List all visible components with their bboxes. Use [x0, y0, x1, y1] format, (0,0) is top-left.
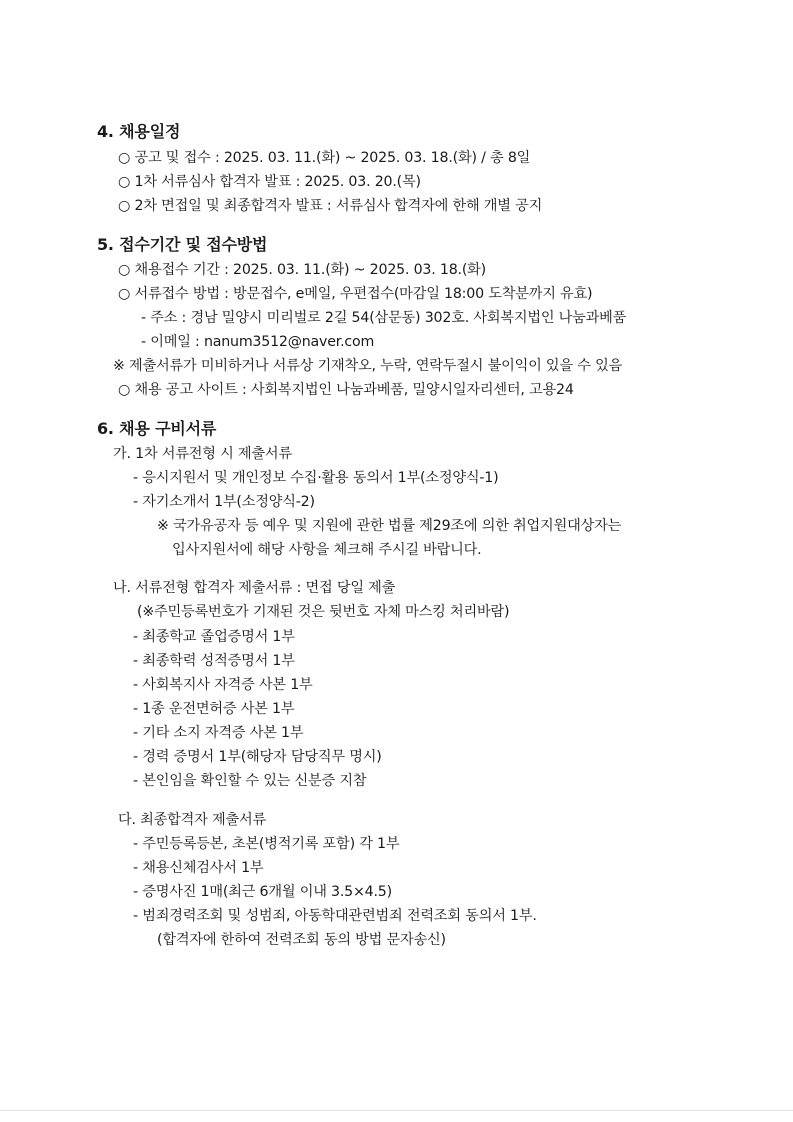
- part-b-title: 나. 서류전형 합격자 제출서류 : 면접 당일 제출: [113, 580, 396, 596]
- schedule-item-interview: ○ 2차 면접일 및 최종합격자 발표 : 서류심사 합격자에 한해 개별 공지: [118, 198, 543, 214]
- application-method: ○ 서류접수 방법 : 방문접수, e메일, 우편접수(마감일 18:00 도착분까지 유효): [118, 286, 593, 302]
- part-c-title: 다. 최종합격자 제출서류: [118, 812, 266, 828]
- application-period: ○ 채용접수 기간 : 2025. 03. 11.(화) ~ 2025. 03. 18.(화): [118, 262, 487, 278]
- part-c-item: - 증명사진 1매(최근 6개월 이내 3.5×4.5): [133, 884, 392, 900]
- part-b-item: - 사회복지사 자격증 사본 1부: [133, 677, 313, 693]
- part-b-item: - 기타 소지 자격증 사본 1부: [133, 725, 304, 741]
- application-email: - 이메일 : nanum3512@naver.com: [141, 334, 375, 350]
- part-a-title: 가. 1차 서류전형 시 제출서류: [113, 446, 292, 462]
- part-a-item: - 응시지원서 및 개인정보 수집·활용 동의서 1부(소정양식-1): [133, 470, 499, 486]
- schedule-item-announcement: ○ 공고 및 접수 : 2025. 03. 11.(화) ~ 2025. 03. 18.(화) / 총 8일: [118, 150, 531, 166]
- part-b-item: - 경력 증명서 1부(해당자 담당직무 명시): [133, 749, 382, 765]
- section-4-title: 4. 채용일정: [97, 122, 181, 141]
- job-posting-sites: ○ 채용 공고 사이트 : 사회복지법인 나눔과베품, 밀양시일자리센터, 고용24: [118, 382, 574, 398]
- schedule-item-first-result: ○ 1차 서류심사 합격자 발표 : 2025. 03. 20.(목): [118, 174, 421, 190]
- part-b-masking-note: (※주민등록번호가 기재된 것은 뒷번호 자체 마스킹 처리바람): [137, 604, 510, 620]
- part-c-item: - 채용신체검사서 1부: [133, 860, 264, 876]
- page-bottom-edge: [0, 1110, 793, 1111]
- document-warning-note: ※ 제출서류가 미비하거나 서류상 기재착오, 누락, 연락두절시 불이익이 있을 수 있음: [113, 358, 623, 374]
- part-b-item: - 본인임을 확인할 수 있는 신분증 지참: [133, 773, 367, 789]
- part-a-item: - 자기소개서 1부(소정양식-2): [133, 494, 315, 510]
- application-address: - 주소 : 경남 밀양시 미리벌로 2길 54(삼문동) 302호. 사회복지법인 나눔과베품: [141, 310, 627, 326]
- section-6-title: 6. 채용 구비서류: [97, 419, 217, 438]
- part-a-note-line-1: ※ 국가유공자 등 예우 및 지원에 관한 법률 제29조에 의한 취업지원대상자는: [157, 518, 622, 534]
- part-c-note: (합격자에 한하여 전력조회 동의 방법 문자송신): [157, 932, 446, 948]
- part-b-item: - 최종학력 성적증명서 1부: [133, 653, 295, 669]
- part-b-item: - 최종학교 졸업증명서 1부: [133, 629, 295, 645]
- part-a-note-line-2: 입사지원서에 해당 사항을 체크해 주시길 바랍니다.: [172, 542, 482, 558]
- part-c-item: - 범죄경력조회 및 성범죄, 아동학대관련범죄 전력조회 동의서 1부.: [133, 908, 537, 924]
- part-b-item: - 1종 운전면허증 사본 1부: [133, 701, 295, 717]
- section-5-title: 5. 접수기간 및 접수방법: [97, 235, 268, 254]
- part-c-item: - 주민등록등본, 초본(병적기록 포함) 각 1부: [133, 836, 400, 852]
